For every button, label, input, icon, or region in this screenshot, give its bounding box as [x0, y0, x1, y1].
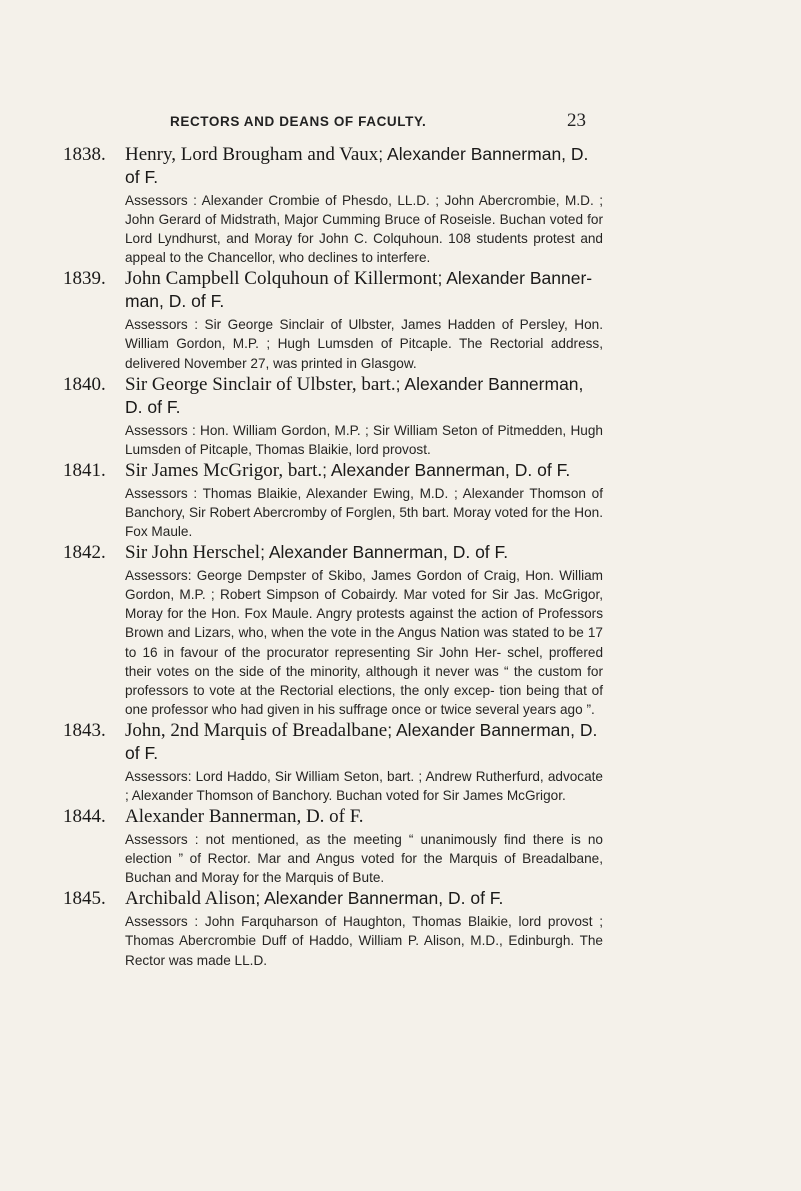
- entry-year: 1839.: [63, 268, 106, 290]
- rector-name: John, 2nd Marquis of Breadalbane: [125, 719, 388, 741]
- page-number: 23: [567, 110, 586, 131]
- rector-name: Sir John Herschel: [125, 542, 261, 564]
- entry-1842: [63, 541, 603, 719]
- assessors-paragraph: [63, 767, 603, 805]
- assessors-text: John Farquharson of Haughton, Thomas Blaikie, lord provost ; Thomas Abercrombie Duff of Haddo, William P. Alison, M.D., Edinburgh. The Rector was made LL.D.: [125, 914, 603, 968]
- assessors-paragraph: [63, 830, 603, 887]
- entry-1843: [63, 719, 603, 805]
- entry-year: 1840.: [63, 373, 106, 395]
- rector-name: Archibald Alison: [125, 888, 256, 910]
- entry-year: 1842.: [63, 542, 106, 564]
- entry-heading: [63, 541, 603, 564]
- entry-heading: [63, 805, 603, 828]
- entry-heading: [63, 373, 603, 419]
- dean-of-faculty: ; Alexander Bannerman, D. of F.: [322, 459, 571, 480]
- entry-year: 1845.: [63, 888, 106, 910]
- assessors-text: Sir George Sinclair of Ulbster, James Hadden of Persley, Hon. William Gordon, M.P. ; Hugh Lumsden of Pitcaple. The Rectorial address, delivered November 27, was printed in Glasgow.: [125, 317, 603, 371]
- rector-name: Henry, Lord Brougham and Vaux: [125, 144, 379, 165]
- assessors-label: Assessors :: [125, 193, 197, 208]
- entry-1844: [63, 805, 603, 887]
- entry-heading: [63, 459, 603, 482]
- assessors-text: not mentioned, as the meeting “ unanimously find there is no election ” of Rector. Mar and Angus voted for the Marquis of Breadalbane, Buchan and Moray for the Marquis of Bute.: [125, 832, 603, 886]
- rector-entries: [63, 143, 603, 970]
- assessors-label: Assessors :: [125, 317, 198, 333]
- assessors-paragraph: [63, 912, 603, 969]
- assessors-label: Assessors :: [125, 485, 198, 501]
- dean-of-faculty: ; Alexander Bannerman, D. of F.: [125, 373, 584, 417]
- assessors-paragraph: [63, 421, 603, 459]
- dean-of-faculty: ; Alexander Bannerman, D. of F.: [260, 542, 509, 563]
- running-title: RECTORS AND DEANS OF FACULTY.: [170, 114, 427, 129]
- assessors-label: Assessors :: [125, 832, 199, 848]
- entry-1838: [63, 143, 603, 267]
- assessors-label: Assessors :: [125, 914, 199, 930]
- entry-year: 1843.: [63, 719, 106, 741]
- assessors-label: Assessors:: [125, 768, 192, 784]
- entry-heading: [63, 143, 603, 189]
- rector-name: John Campbell Colquhoun of Killermont: [125, 268, 438, 290]
- entry-1840: [63, 373, 603, 459]
- assessors-label: Assessors:: [125, 568, 192, 584]
- assessors-text: Lord Haddo, Sir William Seton, bart. ; Andrew Rutherfurd, advocate ; Alexander Thomson of Banchory. Buchan voted for Sir James McGrigor.: [125, 768, 603, 803]
- assessors-paragraph: [63, 191, 603, 267]
- assessors-paragraph: [63, 315, 603, 372]
- assessors-text: Alexander Crombie of Phesdo, LL.D. ; John Abercrombie, M.D. ; John Gerard of Midstrath, Major Cumming Bruce of Roseisle. Buchan voted for Lord Lyndhurst, and Moray for John C. Colquhoun. 108 students protest and appeal to the Chancellor, who declines to interfere.: [125, 193, 603, 266]
- entry-year: 1841.: [63, 459, 106, 481]
- entry-year: 1844.: [63, 806, 106, 828]
- entry-heading: [63, 719, 603, 765]
- assessors-label: Assessors :: [125, 422, 196, 438]
- dean-of-faculty: ; Alexander Banner- man, D. of F.: [125, 268, 593, 312]
- entry-year: 1838.: [63, 144, 106, 165]
- running-head: [0, 110, 801, 136]
- entry-1841: [63, 459, 603, 541]
- dean-of-faculty: ; Alexander Bannerman, D. of F.: [255, 888, 504, 909]
- dean-of-faculty: ; Alexander Bannerman, D. of F.: [125, 144, 589, 187]
- entry-1845: [63, 887, 603, 969]
- entry-heading: [63, 267, 603, 313]
- dean-of-faculty: ; Alexander Bannerman, D. of F.: [125, 719, 598, 763]
- entry-heading: [63, 887, 603, 910]
- assessors-text: Hon. William Gordon, M.P. ; Sir William Seton of Pitmedden, Hugh Lumsden of Pitcaple, Thomas Blaikie, lord provost.: [125, 422, 603, 457]
- rector-name: Alexander Bannerman, D. of F.: [125, 806, 364, 828]
- entry-1839: [63, 267, 603, 372]
- assessors-text: George Dempster of Skibo, James Gordon of Craig, Hon. William Gordon, M.P. ; Robert Simpson of Cobairdy. Mar voted for Sir Jas. McGrigor, Moray for the Hon. Fox Maule. Angry protests against the action of Professors Brown and Lizars, who, when the vote in the Angus Nation was stated to be 17 to 16 in favour of the procurator representing Sir John Her- schel, proffered their votes on the side of the minority, although it never was “ the custom for professors to vote at the Rectorial elections, the only excep- tion being that of one professor who had given in his suffrage once or twice several years ago ”.: [125, 568, 603, 717]
- assessors-paragraph: [63, 566, 603, 719]
- rector-name: Sir George Sinclair of Ulbster, bart.: [125, 373, 396, 395]
- assessors-paragraph: [63, 484, 603, 541]
- rector-name: Sir James McGrigor, bart.: [125, 459, 323, 481]
- assessors-text: Thomas Blaikie, Alexander Ewing, M.D. ; Alexander Thomson of Banchory, Sir Robert Abercromby of Forglen, 5th bart. Moray voted for the Hon. Fox Maule.: [125, 485, 604, 540]
